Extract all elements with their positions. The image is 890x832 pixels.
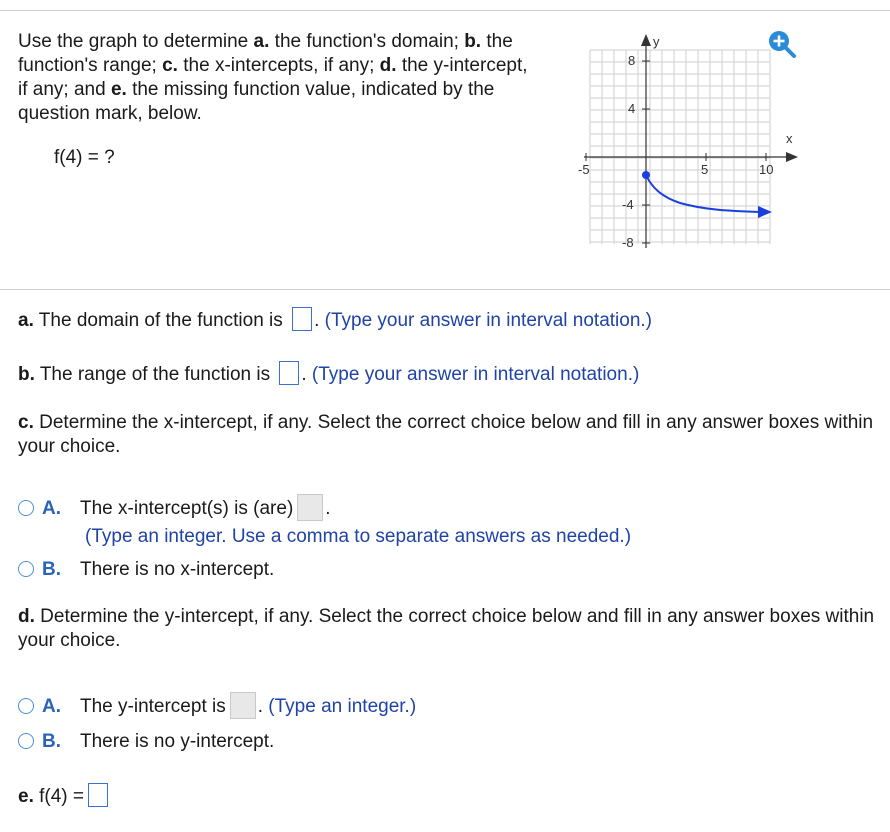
y-tick-label: -8 — [622, 235, 634, 250]
part-d-row — [18, 605, 890, 653]
part-b-hint: (Type your answer in interval notation.) — [311, 364, 640, 385]
x-tick-label: 5 — [701, 162, 709, 177]
part-c-label: c. — [18, 412, 34, 433]
problem-label-c: c. — [162, 55, 178, 76]
problem-label-d: d. — [379, 55, 397, 76]
y-intercept-choice-b[interactable] — [18, 731, 274, 753]
y-intercept-choice-a[interactable]: A. The y-intercept is . (Type an integer.) — [18, 692, 416, 719]
choice-text: There is no y-intercept. — [80, 731, 275, 752]
choice-text: There is no x-intercept. — [80, 559, 275, 580]
part-b-text: The range of the function is — [34, 364, 276, 385]
x-axis-label: x — [786, 131, 793, 146]
range-answer-box[interactable] — [279, 361, 299, 385]
x-intercept-hint: (Type an integer. Use a comma to separate answers as needed.) — [85, 526, 632, 547]
part-d-label: d. — [18, 606, 35, 627]
top-divider — [0, 10, 890, 11]
f4-answer-box[interactable] — [88, 783, 108, 807]
y-intercept-hint: (Type an integer.) — [268, 696, 417, 717]
y-tick-label: -4 — [622, 197, 634, 212]
function-query: f(4) = ? — [54, 147, 115, 168]
choice-letter: B. — [42, 559, 61, 580]
problem-text-2: the function's domain; — [269, 31, 465, 52]
function-graph — [560, 30, 800, 255]
problem-label-b: b. — [464, 31, 482, 52]
choice-letter: A. — [42, 696, 61, 717]
choice-text: The x-intercept(s) is (are) — [80, 498, 294, 519]
part-d-text: Determine the y-intercept, if any. Select the correct choice below and fill in any answer boxes within your choice. — [18, 606, 875, 651]
choice-letter: B. — [42, 731, 61, 752]
x-intercept-radio-a[interactable] — [18, 500, 34, 516]
part-c-row — [18, 411, 890, 459]
y-tick-label: 8 — [628, 53, 636, 68]
part-a-hint: (Type your answer in interval notation.) — [324, 310, 653, 331]
zoom-in-icon[interactable] — [767, 29, 797, 59]
problem-text-1: Use the graph to determine — [18, 31, 254, 52]
x-intercept-answer-box[interactable] — [297, 494, 323, 521]
problem-text-4: the x-intercepts, if any; — [177, 55, 380, 76]
x-intercept-radio-b[interactable] — [18, 561, 34, 577]
problem-label-e: e. — [110, 79, 127, 100]
part-b-row: b. The range of the function is . (Type your answer in interval notation.) — [18, 361, 639, 386]
curve-start-point — [642, 171, 650, 179]
x-tick-label: 10 — [759, 162, 774, 177]
problem-text-3: the function's range; — [18, 31, 513, 76]
problem-text-5: the y-intercept, if any; and — [18, 55, 528, 100]
problem-label-a: a. — [253, 31, 270, 52]
choice-text: The y-intercept is — [80, 696, 226, 717]
part-a-label: a. — [18, 310, 34, 331]
section-divider — [0, 289, 890, 290]
part-e-label: e. — [18, 786, 34, 807]
part-b-label: b. — [18, 364, 35, 385]
problem-statement — [18, 30, 538, 126]
part-a-text: The domain of the function is — [33, 310, 289, 331]
problem-text-6: the missing function value, indicated by the question mark, below. — [18, 79, 495, 124]
part-e-text: f(4) = — [33, 786, 85, 807]
x-tick-label: -5 — [578, 162, 590, 177]
choice-letter: A. — [42, 498, 61, 519]
graph-grid — [590, 50, 770, 244]
y-intercept-radio-b[interactable] — [18, 733, 34, 749]
domain-answer-box[interactable] — [292, 307, 312, 331]
y-intercept-radio-a[interactable] — [18, 698, 34, 714]
y-axis-label: y — [653, 34, 660, 49]
y-intercept-answer-box[interactable] — [230, 692, 256, 719]
part-c-text: Determine the x-intercept, if any. Select the correct choice below and fill in any answer boxes within your choice. — [18, 412, 874, 457]
x-intercept-choice-b[interactable] — [18, 559, 274, 581]
y-tick-label: 4 — [628, 101, 636, 116]
part-e-row — [18, 783, 110, 808]
part-a-row: a. The domain of the function is . (Type your answer in interval notation.) — [18, 307, 652, 332]
x-intercept-choice-a[interactable]: A. The x-intercept(s) is (are) . — [18, 494, 331, 521]
